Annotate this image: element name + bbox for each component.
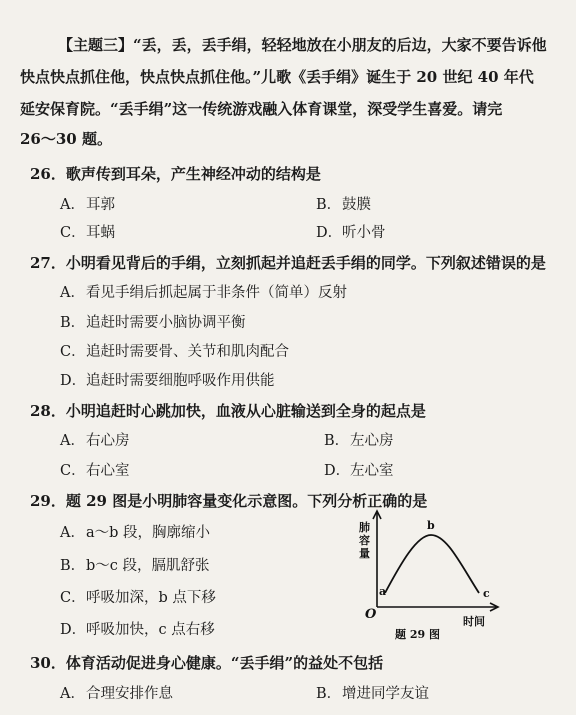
intro-line-2: 快点快点抓住他，快点快点抓住他。”儿歌《丢手绢》诞生于 20 世纪 40 年代 xyxy=(20,68,534,86)
y-axis-label-char: 量 xyxy=(359,547,370,560)
y-axis-label xyxy=(359,520,370,560)
q29-option-b: B．b～c 段，膈肌舒张 xyxy=(60,558,210,574)
q30-option-a: A．合理安排作息 xyxy=(60,686,173,702)
intro-line-3: 延安保育院。“丢手绢”这一传统游戏融入体育课堂，深受学生喜爱。请完 xyxy=(20,100,503,118)
q26-option-d: D．听小骨 xyxy=(316,225,386,241)
q29-option-c: C．呼吸加深，b 点下移 xyxy=(60,590,216,606)
origin-label: O xyxy=(365,607,377,622)
question-28-stem: 28．小明追赶时心跳加快，血液从心脏输送到全身的起点是 xyxy=(30,402,426,420)
q28-option-d: D．左心室 xyxy=(324,463,394,479)
question-30-stem: 30．体育活动促进身心健康。“丢手绢”的益处不包括 xyxy=(30,654,384,672)
x-axis-label: 时间 xyxy=(463,615,485,628)
intro-line-1: 【主题三】“丢，丢，丢手绢，轻轻地放在小朋友的后边，大家不要告诉他 xyxy=(58,36,547,54)
q28-option-c: C．右心室 xyxy=(60,463,130,479)
y-axis-label-char: 肺 xyxy=(359,521,370,534)
q28-option-a: A．右心房 xyxy=(60,433,130,449)
figure-caption: 题 29 图 xyxy=(395,628,440,641)
question-29-stem: 29．题 29 图是小明肺容量变化示意图。下列分析正确的是 xyxy=(30,492,428,510)
q27-option-d: D．追赶时需要细胞呼吸作用供能 xyxy=(60,373,275,389)
q30-option-b: B．增进同学友谊 xyxy=(316,686,429,702)
figure-29-svg xyxy=(355,505,505,645)
y-axis-label-char: 容 xyxy=(359,534,370,547)
point-c-label: c xyxy=(483,587,490,600)
q27-option-a: A．看见手绢后抓起属于非条件（简单）反射 xyxy=(60,285,347,301)
q26-option-c: C．耳蜗 xyxy=(60,225,115,241)
q28-option-b: B．左心房 xyxy=(324,433,394,449)
question-27-stem: 27．小明看见背后的手绢，立刻抓起并追赶丢手绢的同学。下列叙述错误的是 xyxy=(30,254,546,272)
lung-volume-curve xyxy=(385,535,479,593)
q27-option-b: B．追赶时需要小脑协调平衡 xyxy=(60,315,246,331)
q26-option-b: B．鼓膜 xyxy=(316,197,371,213)
q29-option-d: D．呼吸加快，c 点右移 xyxy=(60,622,215,638)
q27-option-c: C．追赶时需要骨、关节和肌肉配合 xyxy=(60,344,289,360)
figure-29-lung-volume-diagram xyxy=(355,505,505,645)
point-a-label: a xyxy=(379,585,387,598)
intro-line-4: 26～30 题。 xyxy=(20,130,112,148)
q29-option-a: A．a～b 段，胸廓缩小 xyxy=(60,525,211,541)
point-b-label: b xyxy=(427,519,435,532)
question-26-stem: 26．歌声传到耳朵，产生神经冲动的结构是 xyxy=(30,165,321,183)
q26-option-a: A．耳郭 xyxy=(60,197,115,213)
